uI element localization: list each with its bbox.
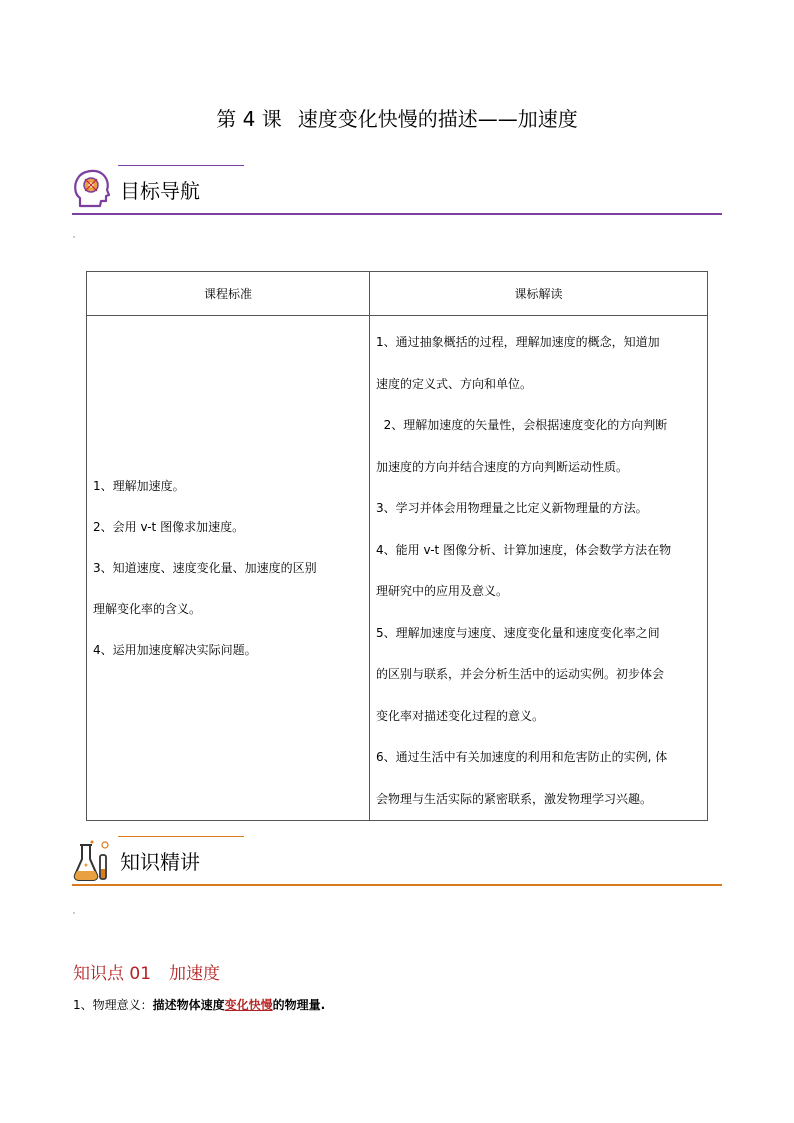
interpretation-line: 理研究中的应用及意义。 (376, 584, 509, 598)
knowledge-point-heading (73, 959, 220, 984)
table-row (87, 316, 708, 821)
curriculum-table (86, 271, 708, 821)
interpretation-line: 会物理与生活实际的紧密联系，激发物理学习兴趣。 (376, 791, 653, 806)
interpretation-line: 变化率对描述变化过程的意义。 (376, 708, 545, 723)
interpretation-line: 的区别与联系，并会分析生活中的运动实例。初步体会 (376, 667, 665, 681)
interpretation-line: 6、通过生活中有关加速度的利用和危害防止的实例, 体 (376, 750, 668, 764)
lab-flask-icon (72, 839, 112, 881)
section-label-knowledge: 知识精讲 (120, 850, 200, 874)
interpretation-line: 2、理解加速度的矢量性，会根据速度变化的方向判断 (376, 418, 668, 432)
section-top-rule (118, 836, 244, 837)
page-title (0, 103, 794, 132)
lesson-number: 第 4 课 (216, 107, 282, 131)
section-header-knowledge (72, 836, 722, 886)
decorative-dot (73, 236, 75, 238)
brain-gear-icon (72, 168, 112, 210)
lesson-name: 速度变化快慢的描述——加速度 (297, 107, 578, 131)
standard-line: 1、理解加速度。 (93, 478, 185, 493)
knowledge-point-number: 知识点 01 (73, 964, 152, 984)
highlight-term: 变化快慢 (224, 998, 273, 1012)
section-header-goal (72, 165, 722, 215)
standard-line: 2、会用 v-t 图像求加速度。 (93, 519, 245, 534)
paragraph-text: 的物理量. (272, 998, 326, 1012)
table-header-cell: 课标解读 (370, 272, 708, 316)
paragraph-text: 描述物体速度 (152, 998, 225, 1012)
paragraph-prefix: 1、物理意义： (73, 998, 153, 1012)
standard-line: 3、知道速度、速度变化量、加速度的区别 (93, 560, 317, 575)
standard-line: 理解变化率的含义。 (93, 601, 202, 616)
table-header-row (87, 272, 708, 316)
interpretation-cell (370, 316, 708, 821)
table-header-cell: 课程标准 (87, 272, 370, 316)
standard-line: 4、运用加速度解决实际问题。 (93, 642, 257, 657)
section-label-goal: 目标导航 (120, 179, 200, 203)
section-bottom-rule (72, 884, 722, 886)
section-top-rule (118, 165, 244, 166)
interpretation-line: 1、通过抽象概括的过程，理解加速度的概念，知道加 (376, 335, 660, 349)
definition-paragraph (73, 996, 325, 1013)
interpretation-line: 3、学习并体会用物理量之比定义新物理量的方法。 (376, 501, 648, 515)
knowledge-point-topic: 加速度 (169, 964, 221, 984)
standards-cell (87, 316, 370, 821)
section-bottom-rule (72, 213, 722, 215)
interpretation-line: 加速度的方向并结合速度的方向判断运动性质。 (376, 459, 629, 474)
interpretation-line: 4、能用 v-t 图像分析、计算加速度，体会数学方法在物 (376, 542, 672, 557)
interpretation-line: 5、理解加速度与速度、速度变化量和速度变化率之间 (376, 625, 660, 640)
interpretation-line: 速度的定义式、方向和单位。 (376, 376, 533, 391)
decorative-dot (73, 912, 75, 914)
